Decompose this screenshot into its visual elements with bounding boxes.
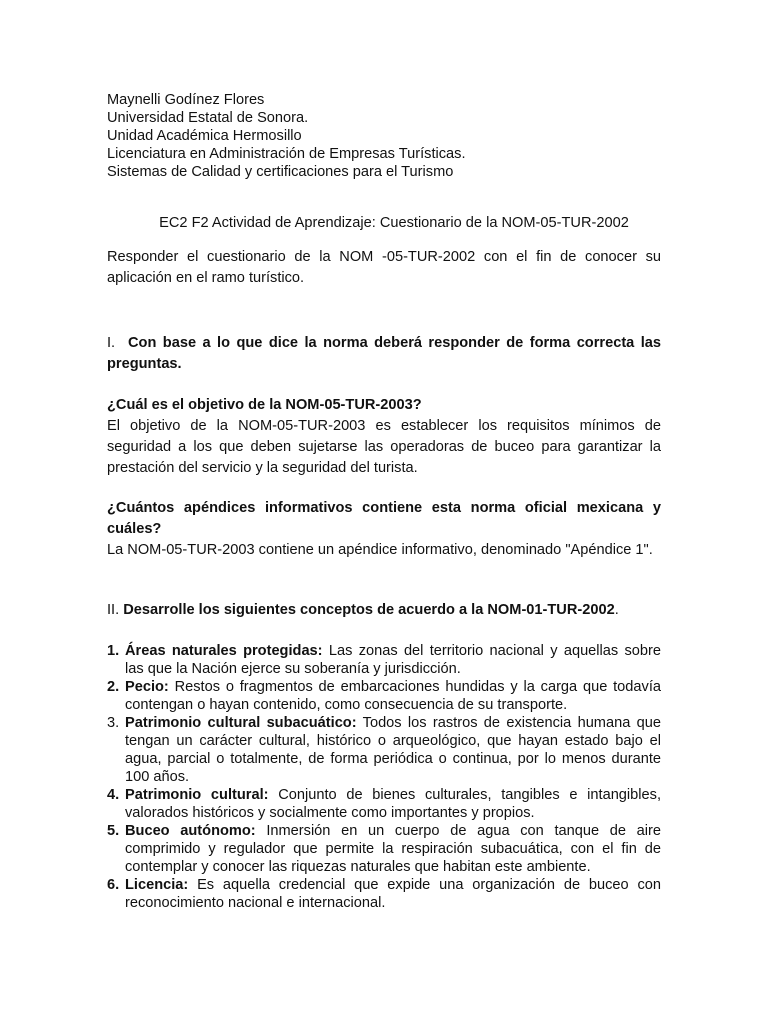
course-name: Sistemas de Calidad y certificaciones para el Turismo xyxy=(107,164,454,180)
definition-text: Todos los rastros de existencia humana que tengan un carácter cultural, histórico o arqueológico, que hayan estado bajo el agua, parcial o totalmente, de forma periódica o continua, por lo menos durante 100 años. xyxy=(125,715,661,785)
definition-term: Pecio: xyxy=(125,679,169,695)
section-ii-numeral: II. xyxy=(107,602,120,618)
author-name: Maynelli Godínez Flores xyxy=(107,92,265,108)
answer-2: La NOM-05-TUR-2003 contiene un apéndice informativo, denominado "Apéndice 1". xyxy=(107,542,653,558)
definition-text: Inmersión en un cuerpo de agua con tanque de aire comprimido y regulador que permite la respiración subacuática, con el fin de contemplar y conocer las riquezas naturales que habitan este ambiente. xyxy=(125,823,661,875)
definition-number: 4. xyxy=(107,787,120,803)
section-i-text: Con base a lo que dice la norma deberá responder de forma correcta las preguntas. xyxy=(107,335,662,372)
definitions-list xyxy=(107,642,661,912)
question-block-1 xyxy=(107,395,661,479)
definition-item xyxy=(107,876,661,912)
university-name: Universidad Estatal de Sonora. xyxy=(107,110,309,126)
activity-title xyxy=(0,214,768,232)
question-2: ¿Cuántos apéndices informativos contiene esta norma oficial mexicana y cuáles? xyxy=(107,500,661,537)
definition-number: 1. xyxy=(107,643,120,659)
academic-unit: Unidad Académica Hermosillo xyxy=(107,128,302,144)
section-i-heading xyxy=(107,333,661,375)
activity-title-text: EC2 F2 Actividad de Aprendizaje: Cuestionario de la NOM-05-TUR-2002 xyxy=(159,215,629,231)
definition-term: Patrimonio cultural: xyxy=(125,787,269,803)
definition-item xyxy=(107,786,661,822)
definition-text: Es aquella credencial que expide una organización de buceo con reconocimiento nacional e internacional. xyxy=(125,877,661,911)
document-header xyxy=(107,91,667,181)
section-ii-heading xyxy=(107,600,661,621)
degree-program: Licenciatura en Administración de Empresas Turísticas. xyxy=(107,146,466,162)
definition-term: Áreas naturales protegidas: xyxy=(125,643,323,659)
section-i-numeral: I. xyxy=(107,335,116,351)
definition-text: Restos o fragmentos de embarcaciones hundidas y la carga que todavía contengan o hayan contenido, como consecuencia de su transporte. xyxy=(125,679,661,713)
definition-item xyxy=(107,714,661,786)
definition-item xyxy=(107,822,661,876)
question-block-2 xyxy=(107,498,661,561)
definition-text: Conjunto de bienes culturales, tangibles e intangibles, valorados históricos y socialmente como importantes y propios. xyxy=(125,787,661,821)
definition-term: Buceo autónomo: xyxy=(125,823,256,839)
definition-item xyxy=(107,642,661,678)
answer-1: El objetivo de la NOM-05-TUR-2003 es establecer los requisitos mínimos de seguridad a los que deben sujetarse las operadoras de buceo para garantizar la prestación del servicio y la seguridad del turista. xyxy=(107,418,661,476)
intro-paragraph: Responder el cuestionario de la NOM -05-TUR-2002 con el fin de conocer su aplicación en el ramo turístico. xyxy=(107,249,661,286)
definition-term: Licencia: xyxy=(125,877,189,893)
question-1: ¿Cuál es el objetivo de la NOM-05-TUR-2003? xyxy=(107,397,422,413)
definition-number: 5. xyxy=(107,823,120,839)
definition-text: Las zonas del territorio nacional y aquellas sobre las que la Nación ejerce su soberanía y jurisdicción. xyxy=(125,643,662,677)
definition-number: 2. xyxy=(107,679,120,695)
definition-number: 3. xyxy=(107,715,120,731)
definition-number: 6. xyxy=(107,877,120,893)
section-ii-period: . xyxy=(614,602,619,618)
definition-item xyxy=(107,678,661,714)
definition-term: Patrimonio cultural subacuático: xyxy=(125,715,357,731)
section-ii-text: Desarrolle los siguientes conceptos de acuerdo a la NOM-01-TUR-2002 xyxy=(123,602,615,618)
